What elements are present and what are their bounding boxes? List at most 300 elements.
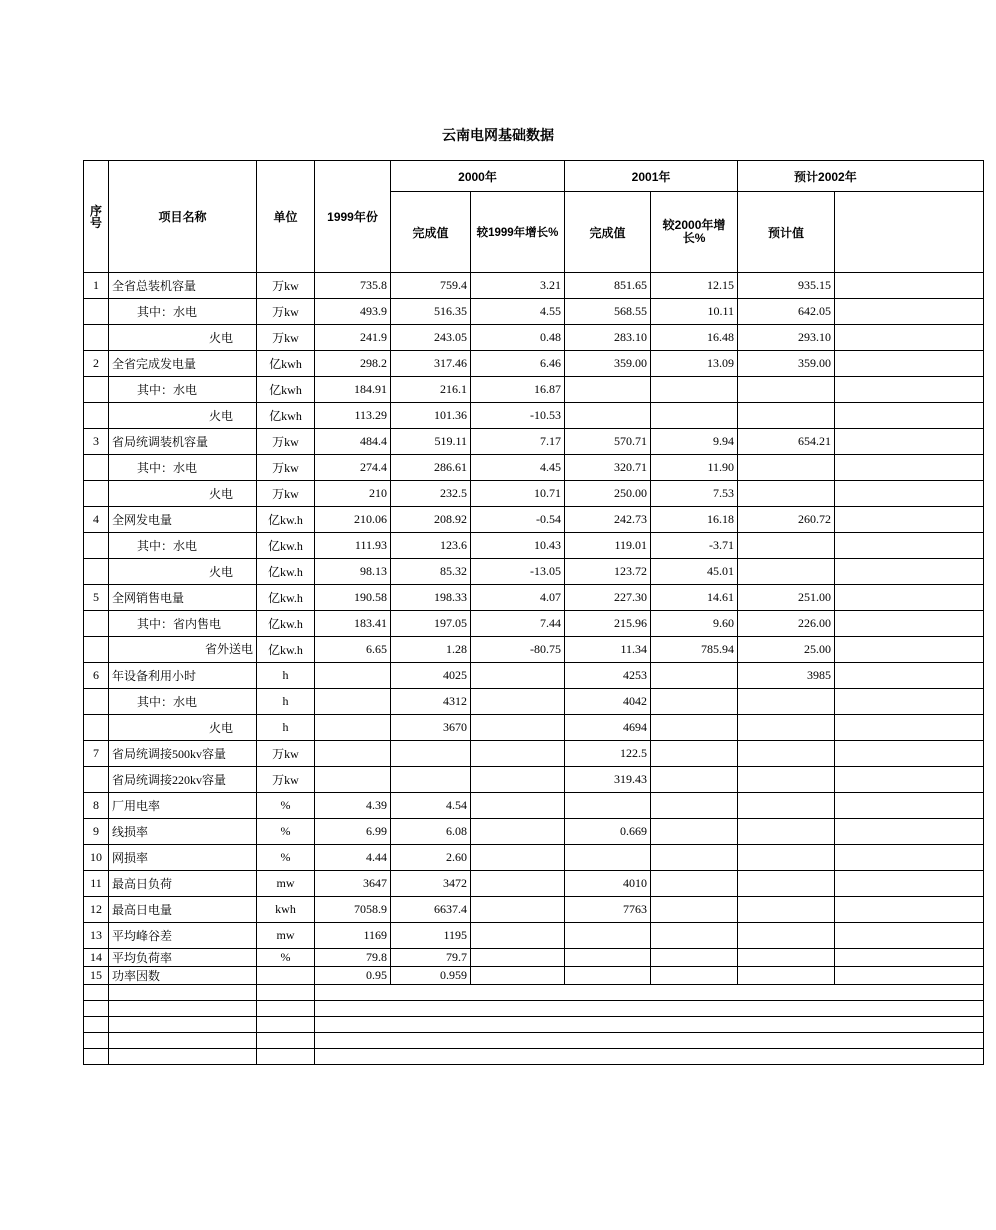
- table-row: [84, 637, 984, 663]
- row-name: 平均负荷率: [109, 949, 257, 967]
- row-expected: [738, 559, 835, 585]
- row-2001-growth: [651, 689, 738, 715]
- row-2001-growth: [651, 871, 738, 897]
- row-seq: [84, 637, 109, 663]
- empty-row: [84, 1001, 984, 1017]
- row-extra: [835, 403, 984, 429]
- row-extra: [835, 923, 984, 949]
- row-2001-growth: [651, 967, 738, 985]
- row-1999: [315, 663, 391, 689]
- row-2001-done: 4253: [565, 663, 651, 689]
- row-unit: mw: [257, 923, 315, 949]
- row-name: 火电: [109, 715, 257, 741]
- row-2001-done: [565, 949, 651, 967]
- empty-row: [84, 1017, 984, 1033]
- row-seq: [84, 611, 109, 637]
- table-row: [84, 325, 984, 351]
- row-expected: [738, 689, 835, 715]
- row-2000-growth: 7.17: [471, 429, 565, 455]
- row-2001-done: 122.5: [565, 741, 651, 767]
- table-row: [84, 741, 984, 767]
- row-expected: [738, 377, 835, 403]
- table-row: [84, 689, 984, 715]
- row-expected: [738, 871, 835, 897]
- row-1999: 298.2: [315, 351, 391, 377]
- row-name: 其中：水电: [109, 689, 257, 715]
- row-1999: 1169: [315, 923, 391, 949]
- row-2001-growth: [651, 377, 738, 403]
- row-2000-done: 243.05: [391, 325, 471, 351]
- row-2001-done: 4010: [565, 871, 651, 897]
- row-1999: 4.39: [315, 793, 391, 819]
- row-2001-done: 283.10: [565, 325, 651, 351]
- table-row: [84, 819, 984, 845]
- row-2000-growth: [471, 871, 565, 897]
- empty-cell: [315, 1001, 984, 1017]
- row-2001-done: 4694: [565, 715, 651, 741]
- row-1999: [315, 741, 391, 767]
- row-2001-growth: 11.90: [651, 455, 738, 481]
- row-2001-growth: [651, 663, 738, 689]
- row-2000-growth: [471, 767, 565, 793]
- row-unit: 亿kwh: [257, 377, 315, 403]
- row-extra: [835, 429, 984, 455]
- empty-cell: [257, 985, 315, 1001]
- row-seq: 6: [84, 663, 109, 689]
- table-row: [84, 611, 984, 637]
- row-unit: 万kw: [257, 325, 315, 351]
- empty-cell: [257, 1001, 315, 1017]
- row-expected: 3985: [738, 663, 835, 689]
- row-expected: [738, 533, 835, 559]
- row-extra: [835, 793, 984, 819]
- row-seq: 14: [84, 949, 109, 967]
- empty-cell: [84, 1033, 109, 1049]
- row-expected: 654.21: [738, 429, 835, 455]
- table-row: [84, 663, 984, 689]
- row-seq: [84, 559, 109, 585]
- table-row: [84, 793, 984, 819]
- row-1999: 241.9: [315, 325, 391, 351]
- row-2001-growth: 10.11: [651, 299, 738, 325]
- row-unit: 亿kw.h: [257, 507, 315, 533]
- row-2001-growth: 45.01: [651, 559, 738, 585]
- row-1999: 6.99: [315, 819, 391, 845]
- row-expected: 293.10: [738, 325, 835, 351]
- row-seq: [84, 455, 109, 481]
- row-seq: [84, 299, 109, 325]
- row-2000-growth: -13.05: [471, 559, 565, 585]
- row-extra: [835, 559, 984, 585]
- row-2000-growth: 4.07: [471, 585, 565, 611]
- row-2001-done: 215.96: [565, 611, 651, 637]
- row-name: 火电: [109, 481, 257, 507]
- row-1999: 183.41: [315, 611, 391, 637]
- row-seq: 2: [84, 351, 109, 377]
- header-2000-growth: 较1999年增长%: [471, 192, 565, 273]
- row-2001-growth: [651, 767, 738, 793]
- row-name: 最高日负荷: [109, 871, 257, 897]
- row-name: 年设备利用小时: [109, 663, 257, 689]
- row-2001-done: 123.72: [565, 559, 651, 585]
- row-1999: [315, 767, 391, 793]
- empty-cell: [84, 985, 109, 1001]
- row-name: 其中：水电: [109, 299, 257, 325]
- row-2000-growth: -0.54: [471, 507, 565, 533]
- row-2000-done: 208.92: [391, 507, 471, 533]
- row-seq: 9: [84, 819, 109, 845]
- header-2000-done: 完成值: [391, 192, 471, 273]
- row-2001-done: 570.71: [565, 429, 651, 455]
- row-2000-growth: [471, 949, 565, 967]
- row-2000-growth: 4.55: [471, 299, 565, 325]
- row-2001-growth: [651, 741, 738, 767]
- row-2000-growth: [471, 715, 565, 741]
- row-2000-done: 216.1: [391, 377, 471, 403]
- header-2002: 预计2002年: [738, 161, 984, 192]
- row-unit: 万kw: [257, 767, 315, 793]
- row-seq: [84, 325, 109, 351]
- row-2000-growth: 0.48: [471, 325, 565, 351]
- row-expected: 359.00: [738, 351, 835, 377]
- row-seq: [84, 767, 109, 793]
- row-name: 省外送电: [109, 637, 257, 663]
- row-extra: [835, 377, 984, 403]
- row-seq: 13: [84, 923, 109, 949]
- row-unit: mw: [257, 871, 315, 897]
- empty-cell: [257, 1049, 315, 1065]
- header-1999: 1999年份: [315, 161, 391, 273]
- row-name: 火电: [109, 325, 257, 351]
- row-2001-growth: 9.60: [651, 611, 738, 637]
- row-2001-done: 7763: [565, 897, 651, 923]
- row-2000-growth: [471, 793, 565, 819]
- row-name: 全网销售电量: [109, 585, 257, 611]
- empty-cell: [84, 1017, 109, 1033]
- row-2001-growth: [651, 403, 738, 429]
- row-2001-done: 0.669: [565, 819, 651, 845]
- row-name: 其中：水电: [109, 533, 257, 559]
- table-row: [84, 871, 984, 897]
- row-1999: 184.91: [315, 377, 391, 403]
- row-extra: [835, 611, 984, 637]
- row-2000-growth: 16.87: [471, 377, 565, 403]
- empty-cell: [84, 1049, 109, 1065]
- row-2001-done: 4042: [565, 689, 651, 715]
- table-row: [84, 967, 984, 985]
- row-extra: [835, 455, 984, 481]
- row-seq: [84, 689, 109, 715]
- row-2000-done: 759.4: [391, 273, 471, 299]
- row-expected: 226.00: [738, 611, 835, 637]
- row-expected: [738, 967, 835, 985]
- row-1999: 98.13: [315, 559, 391, 585]
- row-2001-growth: [651, 845, 738, 871]
- row-2001-growth: 13.09: [651, 351, 738, 377]
- row-unit: 亿kw.h: [257, 533, 315, 559]
- row-1999: 79.8: [315, 949, 391, 967]
- row-1999: 4.44: [315, 845, 391, 871]
- row-expected: 935.15: [738, 273, 835, 299]
- row-expected: 260.72: [738, 507, 835, 533]
- header-2001-done: 完成值: [565, 192, 651, 273]
- empty-cell: [257, 1033, 315, 1049]
- row-2001-growth: [651, 897, 738, 923]
- row-name: 全省完成发电量: [109, 351, 257, 377]
- row-extra: [835, 741, 984, 767]
- row-2001-growth: [651, 715, 738, 741]
- header-2001: 2001年: [565, 161, 738, 192]
- row-extra: [835, 299, 984, 325]
- row-unit: %: [257, 819, 315, 845]
- row-extra: [835, 325, 984, 351]
- row-2000-done: 1195: [391, 923, 471, 949]
- row-2000-done: 123.6: [391, 533, 471, 559]
- row-2001-done: 11.34: [565, 637, 651, 663]
- row-unit: 万kw: [257, 481, 315, 507]
- row-extra: [835, 663, 984, 689]
- row-seq: [84, 403, 109, 429]
- empty-row: [84, 985, 984, 1001]
- row-name: 省局统调接220kv容量: [109, 767, 257, 793]
- row-2000-growth: [471, 819, 565, 845]
- row-2000-done: 198.33: [391, 585, 471, 611]
- row-extra: [835, 507, 984, 533]
- row-name: 功率因数: [109, 967, 257, 985]
- empty-cell: [109, 1049, 257, 1065]
- row-name: 其中：水电: [109, 377, 257, 403]
- row-2001-done: 851.65: [565, 273, 651, 299]
- row-2001-growth: [651, 949, 738, 967]
- empty-cell: [109, 985, 257, 1001]
- row-2000-done: 286.61: [391, 455, 471, 481]
- row-extra: [835, 949, 984, 967]
- row-unit: [257, 967, 315, 985]
- row-expected: [738, 819, 835, 845]
- row-extra: [835, 871, 984, 897]
- row-2001-done: 568.55: [565, 299, 651, 325]
- row-unit: 亿kw.h: [257, 585, 315, 611]
- row-expected: [738, 767, 835, 793]
- row-2000-done: 101.36: [391, 403, 471, 429]
- row-1999: 0.95: [315, 967, 391, 985]
- row-extra: [835, 845, 984, 871]
- table-row: [84, 897, 984, 923]
- row-1999: 6.65: [315, 637, 391, 663]
- row-1999: 113.29: [315, 403, 391, 429]
- row-2000-growth: [471, 689, 565, 715]
- row-2001-growth: 785.94: [651, 637, 738, 663]
- row-2001-done: 320.71: [565, 455, 651, 481]
- row-unit: 万kw: [257, 455, 315, 481]
- empty-cell: [315, 1049, 984, 1065]
- row-2000-done: 516.35: [391, 299, 471, 325]
- row-2000-done: 4025: [391, 663, 471, 689]
- row-1999: [315, 715, 391, 741]
- table-row: [84, 923, 984, 949]
- row-extra: [835, 351, 984, 377]
- row-extra: [835, 689, 984, 715]
- row-extra: [835, 967, 984, 985]
- empty-cell: [84, 1001, 109, 1017]
- table-row: [84, 715, 984, 741]
- row-unit: 亿kw.h: [257, 559, 315, 585]
- row-extra: [835, 585, 984, 611]
- row-2000-growth: [471, 967, 565, 985]
- row-1999: 493.9: [315, 299, 391, 325]
- row-unit: 亿kwh: [257, 351, 315, 377]
- row-extra: [835, 273, 984, 299]
- row-2001-done: 119.01: [565, 533, 651, 559]
- row-unit: h: [257, 663, 315, 689]
- table-row: [84, 403, 984, 429]
- table-row: [84, 845, 984, 871]
- row-name: 全网发电量: [109, 507, 257, 533]
- row-name: 网损率: [109, 845, 257, 871]
- row-seq: [84, 481, 109, 507]
- row-unit: %: [257, 845, 315, 871]
- row-2001-growth: 16.48: [651, 325, 738, 351]
- row-name: 其中：水电: [109, 455, 257, 481]
- header-extra: [835, 192, 984, 273]
- empty-cell: [315, 985, 984, 1001]
- data-table-viewport: [83, 160, 857, 1085]
- row-2000-done: 519.11: [391, 429, 471, 455]
- row-name: 省局统调接500kv容量: [109, 741, 257, 767]
- row-2001-done: 250.00: [565, 481, 651, 507]
- row-seq: 3: [84, 429, 109, 455]
- row-2000-done: 3472: [391, 871, 471, 897]
- data-table: [83, 160, 984, 1065]
- row-seq: 10: [84, 845, 109, 871]
- row-2000-done: 85.32: [391, 559, 471, 585]
- row-2000-done: 2.60: [391, 845, 471, 871]
- row-2000-growth: -80.75: [471, 637, 565, 663]
- header-2000: 2000年: [391, 161, 565, 192]
- table-row: [84, 507, 984, 533]
- table-row: [84, 351, 984, 377]
- row-2001-growth: 14.61: [651, 585, 738, 611]
- row-1999: 7058.9: [315, 897, 391, 923]
- table-row: [84, 377, 984, 403]
- row-2000-growth: [471, 741, 565, 767]
- row-expected: 251.00: [738, 585, 835, 611]
- empty-cell: [109, 1017, 257, 1033]
- row-name: 线损率: [109, 819, 257, 845]
- row-1999: 210.06: [315, 507, 391, 533]
- row-2000-growth: [471, 663, 565, 689]
- row-2000-growth: -10.53: [471, 403, 565, 429]
- row-extra: [835, 767, 984, 793]
- row-2000-growth: 6.46: [471, 351, 565, 377]
- row-2000-done: 3670: [391, 715, 471, 741]
- row-seq: 8: [84, 793, 109, 819]
- row-2001-done: [565, 403, 651, 429]
- header-2001-growth: 较2000年增长%: [651, 192, 738, 273]
- row-1999: 735.8: [315, 273, 391, 299]
- row-2000-growth: [471, 897, 565, 923]
- table-row: [84, 455, 984, 481]
- empty-cell: [257, 1017, 315, 1033]
- row-2001-done: [565, 377, 651, 403]
- row-2001-growth: [651, 819, 738, 845]
- row-1999: 210: [315, 481, 391, 507]
- row-extra: [835, 637, 984, 663]
- row-extra: [835, 819, 984, 845]
- row-unit: h: [257, 715, 315, 741]
- row-2000-growth: 10.43: [471, 533, 565, 559]
- row-expected: 25.00: [738, 637, 835, 663]
- row-expected: [738, 403, 835, 429]
- row-2000-growth: 7.44: [471, 611, 565, 637]
- row-unit: 万kw: [257, 299, 315, 325]
- row-2000-done: 317.46: [391, 351, 471, 377]
- row-unit: %: [257, 949, 315, 967]
- header-name: 项目名称: [109, 161, 257, 273]
- header-unit: 单位: [257, 161, 315, 273]
- row-2001-growth: 16.18: [651, 507, 738, 533]
- row-unit: 万kw: [257, 429, 315, 455]
- row-expected: [738, 845, 835, 871]
- row-2000-growth: [471, 923, 565, 949]
- row-2001-growth: 9.94: [651, 429, 738, 455]
- empty-cell: [315, 1017, 984, 1033]
- empty-row: [84, 1033, 984, 1049]
- row-expected: [738, 949, 835, 967]
- row-extra: [835, 715, 984, 741]
- row-1999: 484.4: [315, 429, 391, 455]
- table-row: [84, 559, 984, 585]
- row-unit: 万kw: [257, 741, 315, 767]
- row-2001-done: [565, 793, 651, 819]
- row-seq: 15: [84, 967, 109, 985]
- row-2000-done: 1.28: [391, 637, 471, 663]
- row-extra: [835, 897, 984, 923]
- row-seq: 11: [84, 871, 109, 897]
- header-expected: 预计值: [738, 192, 835, 273]
- row-2001-growth: 12.15: [651, 273, 738, 299]
- row-extra: [835, 481, 984, 507]
- row-2000-done: 4312: [391, 689, 471, 715]
- row-1999: 111.93: [315, 533, 391, 559]
- row-2001-done: 319.43: [565, 767, 651, 793]
- row-unit: kwh: [257, 897, 315, 923]
- empty-row: [84, 1049, 984, 1065]
- row-2001-growth: 7.53: [651, 481, 738, 507]
- row-2001-done: [565, 967, 651, 985]
- row-unit: 万kw: [257, 273, 315, 299]
- row-expected: [738, 455, 835, 481]
- row-expected: [738, 715, 835, 741]
- table-row: [84, 949, 984, 967]
- row-unit: 亿kwh: [257, 403, 315, 429]
- row-extra: [835, 533, 984, 559]
- row-1999: [315, 689, 391, 715]
- row-2000-done: 197.05: [391, 611, 471, 637]
- table-row: [84, 767, 984, 793]
- table-row: [84, 481, 984, 507]
- row-seq: 4: [84, 507, 109, 533]
- row-2001-done: [565, 923, 651, 949]
- page-title: 云南电网基础数据: [442, 127, 554, 143]
- row-unit: 亿kw.h: [257, 637, 315, 663]
- row-2001-growth: [651, 793, 738, 819]
- row-seq: [84, 533, 109, 559]
- row-2000-done: 6.08: [391, 819, 471, 845]
- row-seq: 1: [84, 273, 109, 299]
- row-2000-done: 6637.4: [391, 897, 471, 923]
- row-2000-done: 4.54: [391, 793, 471, 819]
